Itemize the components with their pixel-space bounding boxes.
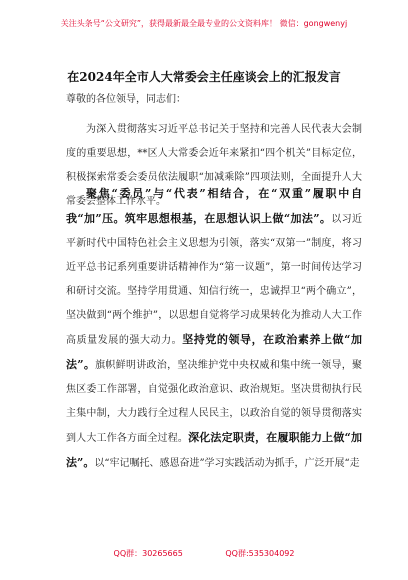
document-title: 在2024年全市人大常委会主任座谈会上的汇报发言 [67,70,341,84]
section-heading-3: 深化法定职责，在履职能力上做“加法”。 [66,431,362,469]
header-promo: 关注头条号“公文研究”，获得最新最全最专业的公文资料库！ 微信：gongwenyj [60,19,348,28]
paragraph-main [66,182,362,476]
footer-qq2: QQ群:535304092 [225,549,295,558]
section-body-3: 以“牢记嘱托、感恩奋进”学习实践活动为抓手，广泛开展“走 [94,458,360,469]
footer-qq1: QQ群：30265665 [113,549,183,558]
section-body: 以习近平新时代中国特色社会主义思想为引领，落实“双第一”制度，将习近平总书记系列重要讲话精神作为“第一议题”，第一时间传达学习和研讨交流。坚持学用贯通、知信行统一，忠诚捍卫“两个确立”，坚决做到“两个维护”，以思想自觉将学习成果转化为推动人大工作高质量发展的强大动力。 [66,214,362,346]
section-heading: 聚焦“委员”与“代表”相结合，在“双重”履职中自我“加”压。筑牢思想根基，在思想认识上做“加法”。 [66,187,362,225]
paragraph-intro: 为深入贯彻落实习近平总书记关于坚持和完善人民代表大会制度的重要思想，**区人大常委会近年来紧扣“四个机关”目标定位，积极探索常委会委员依法履职“加减乘除”四项法则，全面提升人大常委会整体工作水平。 [66,124,362,207]
footer-contact [0,548,408,559]
section-body-2: 旗帜鲜明讲政治，坚决维护党中央权威和集中统一领导，聚焦区委工作部署，自觉强化政治意识、政治规矩。坚决贯彻执行民主集中制，大力践行全过程人民民主，以政治自觉的领导贯彻落实到人大工作各方面全过程。 [66,360,363,444]
section-heading-2: 坚持党的领导，在政治素养上做“加法”。 [66,333,363,371]
salutation: 尊敬的各位领导，同志们： [66,94,186,105]
